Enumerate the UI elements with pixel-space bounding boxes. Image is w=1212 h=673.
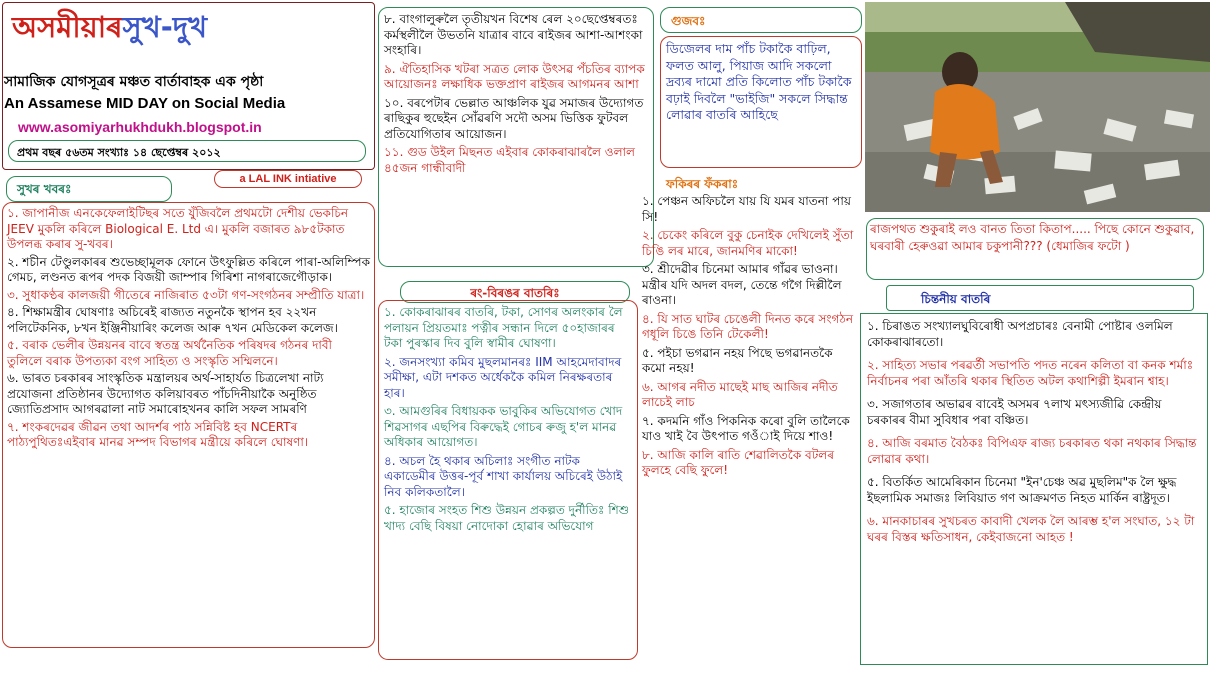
list-item: ১১. গুড উইল মিছনত এইবাৰ কোকৰাঝাৰলৈ ওলাল ৪৫জন গান্ধীবাদী — [384, 145, 635, 175]
initiative-badge: a LAL INK intiative — [214, 170, 362, 188]
list-item: ২. শচীন টেণ্ডুলকাৰৰ শুভেচ্ছামূলক ফোনে উৎফুল্লিত কৰিলে পাৰা-অলিম্পিক গেমচ, লণ্ডনত ৰূপৰ পদক বিজয়ী জাম্পাৰ গিৰিশা নাগৰাজেগৌড়াক। — [7, 254, 370, 284]
photo-caption-box — [866, 218, 1204, 280]
issue-info: প্ৰথম বছৰ ৫৬তম সংখ্যাঃ ১৪ ছেপ্তেম্বৰ ২০১২ — [8, 140, 366, 162]
list-item: ৪. শিক্ষামন্ত্ৰীৰ ঘোষণাঃ অচিৰেই ৰাজ্যত নতুনকৈ স্থাপন হব ২২খন পলিটেকনিক, ৮খন ইঞ্জিনীয়াৰিং কলেজ আৰু ৭খন মেডিকেল কলেজ। — [7, 305, 338, 335]
sukhor-khobor-panel — [2, 202, 375, 648]
list-item: ৮. আজি কালি ৰাতি শেৱালিতকৈ বটলৰ ফুলহে বেছি ফুলে! — [642, 447, 834, 477]
list-item: ৩. সুধাকণ্ঠৰ কালজয়ী গীতেৰে নাজিৰাত ৫৩টা গণ-সংগঠনৰ সম্প্ৰীতি যাত্ৰা। — [7, 287, 365, 302]
list-item: ৪. আজি বৰমাত বৈঠকঃ বিপিএফ ৰাজ্য চৰকাৰত থকা নথকাৰ সিদ্ধান্ত লোৱাৰ কথা। — [867, 436, 1197, 466]
list-item: ১. পেঞ্চন অফিচলৈ যায় যি যমৰ যাতনা পায় সি! — [642, 194, 851, 224]
sukhor-khobor-heading — [6, 176, 172, 202]
title-part-2: সুখ-দুখ — [122, 10, 208, 44]
list-item: ১. কোকৰাঝাৰৰ বাতৰি, টকা, সোণৰ অলংকাৰ লৈ পলায়ন প্ৰিয়তমাঃ পত্নীৰ সন্ধান দিলে ৫০হাজাৰৰ টকা পুৰস্কাৰ দিব বুলি স্বামীৰ ঘোষণা। — [384, 305, 623, 350]
list-item: ৩. আমগুৰিৰ বিধায়কক ভাবুকিৰ অভিযোগত খোদ শিৱসাগৰ এছপিৰ বিৰুদ্ধেই গোচৰ ৰুজু হ'ল মানৱ অধিকাৰ আয়োগত। — [384, 404, 623, 449]
gujob-panel — [660, 36, 862, 168]
list-item: ২. জনসংখ্যা কমিব মুছলমানৰঃ IIM আহমেদাবাদৰ সমীক্ষা, এটা দশকত অৰ্ধেককৈ কমিল নিৰক্ষৰতাৰ হাৰ। — [384, 354, 622, 400]
list-item: ৬. ভাৰত চৰকাৰৰ সাংস্কৃতিক মন্ত্ৰালয়ৰ অৰ্থ-সাহাৰ্যত চিত্ৰলেখা নাট্য প্ৰযোজনা প্ৰতিষ্ঠানৰ উদ্যোগত কলিয়াবৰত পাঁচদিনীয়াকৈ অনুষ্ঠিত জ্যোতিপ্ৰসাদ আগৰৱালা নাট সমাৰোহখনৰ কালি সফল সামৰণি — [7, 371, 324, 416]
list-item: ৬. মানকাচাৰৰ সুখচৰত কাবাদী খেলক লৈ আৰম্ভ হ'ল সংঘাত, ১২ টা ঘৰৰ বিস্তৰ ক্ষতিসাধন, কেইবাজনো আহত ! — [867, 514, 1195, 544]
list-item: ৯. ঐতিহাসিক খটৰা সত্ৰত লোক উৎসৱ পঁচতিৰ ব্যাপক আয়োজনঃ লক্ষাধিক ভক্তপ্ৰাণ ৰাইজৰ আগমনৰ আশা — [384, 61, 645, 91]
gujob-text: ডিজেলৰ দাম পাঁচ টকাকৈ বাঢ়িল, ফলত আলু, পিয়াজ আদি সকলো দ্ৰব্যৰ দামো প্ৰতি কিলোত পাঁচ টকাকৈ বঢ়াই দিবলৈ "ভাইজি" সকলে সিদ্ধান্ত লোৱাৰ বাতৰি আহিছে — [666, 41, 852, 122]
subtitle-english: An Assamese MID DAY on Social Media — [4, 95, 286, 112]
list-item: ৫. পইচা ভগৱান নহয় পিছে ভগৱানতকৈ কমো নহয়! — [642, 345, 833, 375]
heading-text: গুজবঃ — [671, 14, 706, 28]
list-item: ১. জাপানীজ এনকেফেলাইটিছৰ সতে যুঁজিবলৈ প্ৰথমটো দেশীয় ভেকচিন JEEV মুকলি কৰিলে Biological E. Ltd এ। মুকলি বজাৰত ৯৮৫টকাত উপলব্ধ কৰাৰ সু-খবৰ। — [7, 206, 349, 251]
rong-birongor-panel — [378, 300, 638, 660]
subtitle-assamese: সামাজিক যোগসূত্ৰৰ মঞ্চত বাৰ্তাবাহক এক পৃষ্ঠা — [4, 74, 264, 90]
title-part-1: অসমীয়াৰ — [12, 10, 123, 44]
list-item: ৮. বাংগালুৰুলৈ তৃতীয়খন বিশেষ ৰেল ২০ছেপ্তেম্বৰতঃ কৰ্মস্থলীলৈ উভতনি যাত্ৰাৰ বাবে ৰাইজৰ আশা-আশংকা সংহাৰি। — [384, 12, 643, 57]
list-item: ৫. বৰাক ভেলীৰ উন্নয়নৰ বাবে স্বতন্ত্ৰ অৰ্থনৈতিক পৰিষদৰ গঠনৰ দাবী তুলিলে বৰাক উপত্যকা বংগ সাহিত্য ও সংস্কৃতি সম্মিলনে। — [7, 338, 332, 368]
heading-text: সুখৰ খবৰঃ — [17, 182, 72, 196]
flood-books-photo — [865, 2, 1210, 212]
gujob-heading — [660, 7, 862, 33]
list-item: ১. চিৰাঙত সংখ্যালঘুবিৰোধী অপপ্ৰচাৰঃ বেনামী পোষ্টাৰ ওলমিল কোকৰাঝাৰতো। — [867, 319, 1173, 349]
list-item: ১০. বৰপেটাৰ ভেল্লাত আঞ্চলিক যুৱ সমাজৰ উদ্যোগত ৰাছিকুৰ হুছেইন সোঁৱৰণি সদৌ অসম ভিত্তিক ফুটবল প্ৰতিযোগিতাৰ আয়োজন। — [384, 95, 644, 141]
fokiror-heading: ফকিৰৰ ফঁকৰাঃ — [666, 177, 739, 191]
chintoniyo-panel — [860, 313, 1208, 665]
chintoniyo-heading — [886, 285, 1194, 311]
blog-url[interactable]: www.asomiyarhukhdukh.blogspot.in — [18, 119, 262, 135]
fokiror-panel — [640, 176, 860, 660]
list-item: ৫. বিতৰ্কিত আমেৰিকান চিনেমা "ইন'চেঞ্চ অৱ মুছলিম"ক লৈ ক্ষুদ্ধ ইছলামিক সমাজঃ লিবিয়াত গণ আক্ৰমণত নিহত মাৰ্কিন ৰাষ্ট্ৰদূত। — [867, 475, 1177, 505]
list-item: ২. সাহিত্য সভাৰ পৰৱৰ্তী সভাপতি পদত নৰেন কলিতা বা কনক শৰ্মাঃ নিৰ্বাচনৰ পৰা আঁতৰি থকাৰ স্থিতিত অটল কথাশিল্পী ইমৰান শ্বাহ। — [867, 358, 1194, 388]
photo-illustration — [865, 2, 1210, 212]
col2-top-panel — [378, 7, 654, 267]
list-item: ২. চেকেং কৰিলে বুকু চেনাইক দেখিলেই সুঁতা চিঙি লৰ মাৰে, জানমণিৰ মাকো! — [642, 228, 854, 258]
heading-text: ৰং-বিৰঙৰ বাতৰিঃ — [470, 286, 560, 300]
list-item: ৪. অচল হৈ থকাৰ অচিলাঃ সংগীত নাটক একাডেমীৰ উত্তৰ-পূৰ্ব শাখা কাৰ্যালয় অচিৰেই উঠাই নিব কলিকতালৈ। — [384, 453, 623, 499]
list-item: ৬. আগৰ নদীত মাছেই মাছ আজিৰ নদীত লাচেই লাচ — [642, 379, 838, 409]
list-item: ৭. শংকৰদেৱৰ জীৱন তথা আদৰ্শৰ পাঠ সন্নিবিষ্ট হব NCERTৰ পাঠ্যপুথিতঃএইবাৰ মানৱ সম্পদ বিভাগৰ মন্ত্ৰীয়ে কৰিলে ঘোষণা। — [7, 419, 309, 449]
list-item: ৪. যি সাত ঘাটৰ চেঙেলী দিনত কৰে সংগঠন গধূলি চিঙে তিনি টেকেলী! — [642, 311, 853, 341]
list-item: ৩. শ্ৰীদেৱীৰ চিনেমা আমাৰ গাঁৱৰ ভাওনা। মন্ত্ৰীৰ যদি অদল বদল, তেন্তে গগৈ দিল্লীলৈ ৰাওনা। — [642, 262, 842, 307]
list-item: ৫. হাজোৰ সংহত শিশু উন্নয়ন প্ৰকল্পত দুৰ্নীতিঃ শিশু খাদ্য বেছি বিষয়া নোদোকা হোৱাৰ অভিযোগ — [384, 503, 630, 533]
heading-text: চিন্তনীয় বাতৰি — [921, 292, 991, 306]
masthead-title — [12, 10, 207, 44]
list-item: ৭. কদমনি গাঁও পিকনিক কৰো বুলি তালৈকে যাও খাই বৈ উৎপাত গওঁাই দিয়ে শাও! — [642, 413, 850, 443]
photo-caption: ৰাজপথত শুকুৰাই লও বানত তিতা কিতাপ..... পিছে কোনে শুকুৱাব, ঘৰবাৰী হেৰুওৱা আমাৰ চকুপানী??? (ধেমাজিৰ ফটো ) — [870, 222, 1195, 253]
list-item: ৩. সজাগতাৰ অভাৱৰ বাবেই অসমৰ ৭লাখ মৎস্যজীৱি কেন্দ্ৰীয় চৰকাৰৰ বীমা সুবিধাৰ পৰা বঞ্চিত। — [867, 397, 1162, 427]
